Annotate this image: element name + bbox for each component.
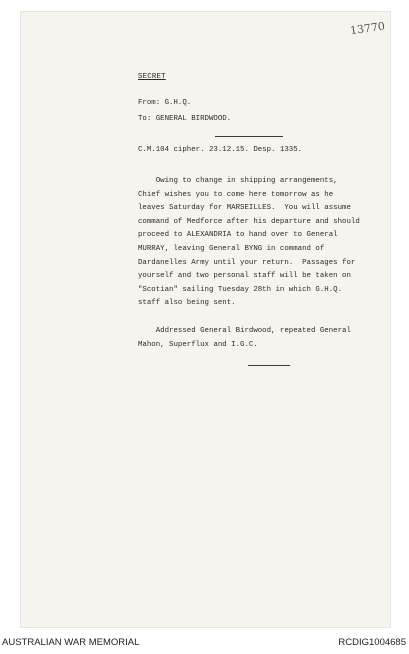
body-line: Owing to change in shipping arrangements, — [138, 177, 338, 185]
closing-paragraph — [138, 325, 378, 352]
body-line: MURRAY, leaving General BYNG in command of — [138, 244, 325, 253]
body-line: yourself and two personal staff will be taken on — [138, 272, 351, 281]
body-line: leaves Saturday for MARSEILLES. You will assume — [138, 204, 351, 213]
end-rule — [248, 365, 290, 366]
reference-line: C.M.104 cipher. 23.12.15. Desp. 1335. — [138, 146, 303, 154]
message-body — [138, 175, 378, 311]
body-line: Chief wishes you to come here tomorrow as he — [138, 190, 334, 199]
from-line: From: G.H.Q. — [138, 99, 192, 107]
body-line: command of Medforce after his departure and should — [138, 217, 360, 226]
body-line: staff also being sent. — [138, 299, 236, 308]
security-heading: SECRET — [138, 73, 166, 81]
footer-catalog-id: RCDIG1004685 — [338, 637, 406, 648]
body-line: proceed to ALEXANDRIA to hand over to General — [138, 231, 338, 240]
document-page — [20, 11, 391, 628]
separator-rule — [215, 136, 283, 137]
folio-number: 13770 — [349, 19, 386, 38]
footer-institution: AUSTRALIAN WAR MEMORIAL — [2, 637, 140, 648]
closing-line: Addressed General Birdwood, repeated General — [138, 327, 351, 335]
closing-line: Mahon, Superflux and I.G.C. — [138, 340, 258, 349]
body-line: "Scotian" sailing Tuesday 28th in which G.H.Q. — [138, 285, 343, 294]
body-line: Dardanelles Army until your return. Passages for — [138, 258, 356, 267]
to-line: To: GENERAL BIRDWOOD. — [138, 115, 232, 123]
